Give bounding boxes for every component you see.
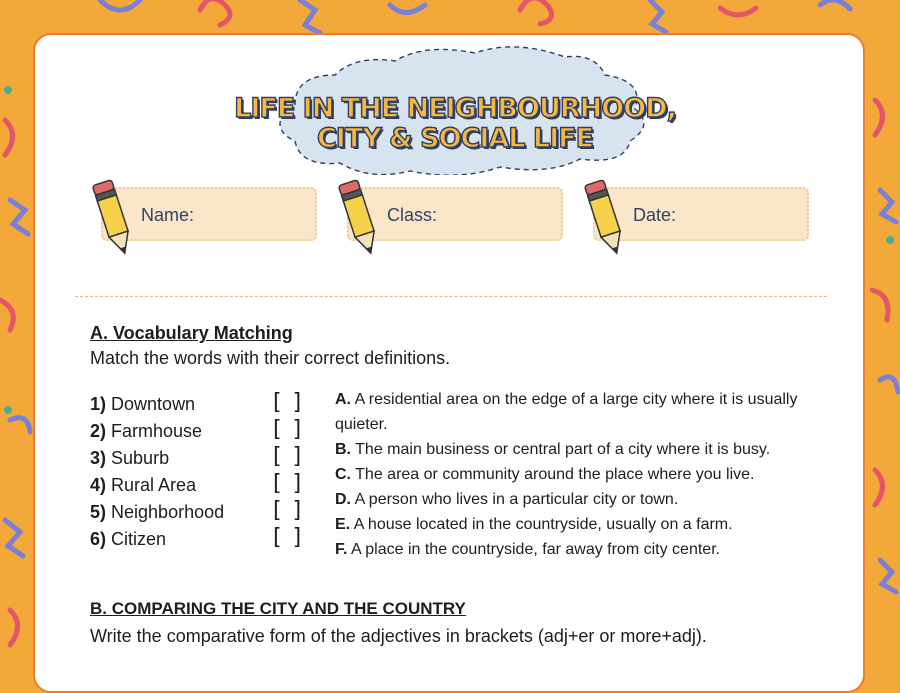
definition-letter: E.: [335, 516, 351, 533]
word-item: [90, 529, 166, 550]
definition-letter: A.: [335, 391, 351, 408]
name-label: Name:: [141, 205, 195, 225]
pencil-icon: [583, 175, 627, 259]
definition-item: [335, 462, 855, 487]
word-text: Citizen: [111, 529, 167, 549]
word-number: 5): [90, 502, 107, 522]
word-text: Suburb: [111, 448, 170, 468]
date-field[interactable]: [593, 187, 809, 241]
section-a-instruction: Match the words with their correct definitions.: [90, 348, 451, 368]
definition-item: [335, 537, 855, 562]
section-a-title: A. Vocabulary Matching: [90, 323, 293, 343]
word-item: [90, 448, 169, 469]
name-field[interactable]: [101, 187, 317, 241]
definition-letter: D.: [335, 491, 351, 508]
title-banner: [225, 45, 685, 175]
word-text: Farmhouse: [111, 421, 203, 441]
pencil-icon: [91, 175, 135, 259]
worksheet: [33, 33, 865, 693]
word-item: [90, 421, 202, 442]
definition-letter: C.: [335, 466, 351, 483]
word-item: [90, 475, 196, 496]
section-b-instruction: Write the comparative form of the adjectives in brackets (adj+er or more+adj).: [90, 626, 707, 646]
class-label: Class:: [387, 205, 438, 225]
word-text: Downtown: [111, 394, 196, 414]
word-number: 3): [90, 448, 107, 468]
answer-bracket[interactable]: [ ]: [273, 525, 304, 550]
word-text: Neighborhood: [111, 502, 225, 522]
word-number: 1): [90, 394, 107, 414]
answer-bracket[interactable]: [ ]: [273, 417, 304, 442]
answer-bracket[interactable]: [ ]: [273, 498, 304, 523]
divider: [75, 296, 827, 297]
word-item: [90, 502, 224, 523]
word-number: 4): [90, 475, 107, 495]
definition-text: A person who lives in a particular city or town.: [354, 491, 679, 508]
definition-text: The main business or central part of a city where it is busy.: [355, 441, 771, 458]
date-label: Date:: [633, 205, 677, 225]
pencil-icon: [337, 175, 381, 259]
definition-text: A place in the countryside, far away from city center.: [351, 541, 721, 558]
word-text: Rural Area: [111, 475, 197, 495]
definition-letter: F.: [335, 541, 348, 558]
title-line-1: LIFE IN THE NEIGHBOURHOOD,: [234, 93, 676, 124]
word-number: 2): [90, 421, 107, 441]
class-field[interactable]: [347, 187, 563, 241]
answer-bracket[interactable]: [ ]: [273, 390, 304, 415]
section-b-title: B. COMPARING THE CITY AND THE COUNTRY: [90, 599, 466, 618]
word-item: [90, 394, 195, 415]
title-line-2: CITY & SOCIAL LIFE: [316, 123, 594, 154]
definition-item: [335, 437, 855, 462]
definition-item: [335, 387, 825, 437]
definition-letter: B.: [335, 441, 351, 458]
answer-bracket[interactable]: [ ]: [273, 471, 304, 496]
definition-item: [335, 512, 855, 537]
answer-bracket[interactable]: [ ]: [273, 444, 304, 469]
definition-item: [335, 487, 855, 512]
definition-text: A house located in the countryside, usually on a farm.: [353, 516, 733, 533]
definition-text: A residential area on the edge of a large city where it is usually quieter.: [335, 391, 798, 433]
word-number: 6): [90, 529, 107, 549]
definition-text: The area or community around the place where you live.: [355, 466, 755, 483]
